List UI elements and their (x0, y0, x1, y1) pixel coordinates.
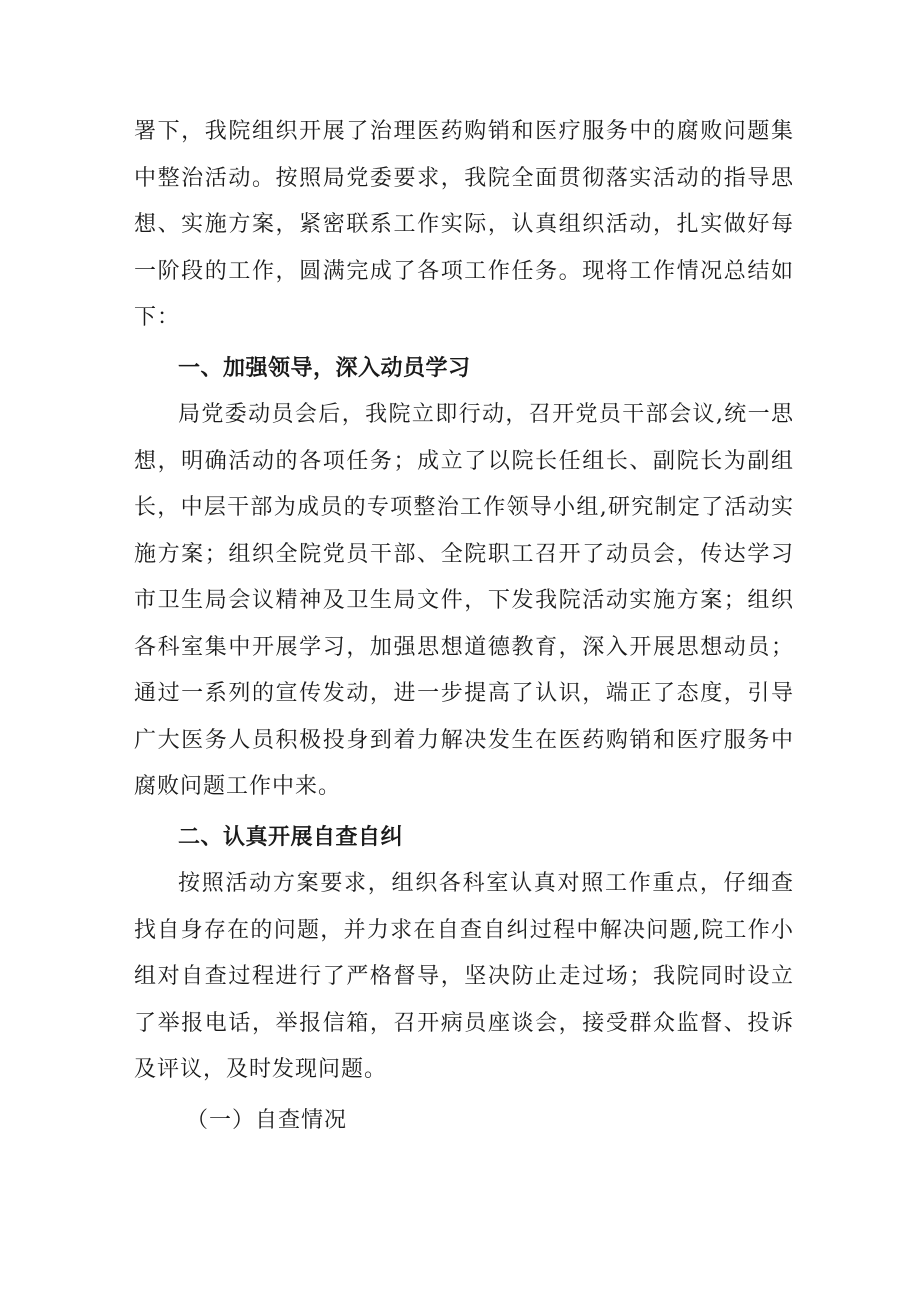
section-1-paragraph: 局党委动员会后，我院立即行动，召开党员干部会议,统一思想，明确活动的各项任务；成立了以院长任组长、副院长为副组长，中层干部为成员的专项整治工作领导小组,研究制定了活动实施方案；组织全院党员干部、全院职工召开了动员会，传达学习市卫生局会议精神及卫生局文件，下发我院活动实施方案；组织各科室集中开展学习，加强思想道德教育，深入开展思想动员；通过一系列的宣传发动，进一步提高了认识，端正了态度，引导广大医务人员积极投身到着力解决发生在医药购销和医疗服务中腐败问题工作中来。 (134, 402, 794, 799)
intro-paragraph: 署下，我院组织开展了治理医药购销和医疗服务中的腐败问题集中整治活动。按照局党委要求，我院全面贯彻落实活动的指导思想、实施方案，紧密联系工作实际，认真组织活动，扎实做好每一阶段的工作，圆满完成了各项工作任务。现将工作情况总结如下： (134, 119, 794, 330)
section-heading-2: 二、认真开展自查自纠 (178, 824, 404, 850)
document-body (134, 109, 794, 1144)
subsection-heading-1: （一）自查情况 (186, 1107, 348, 1133)
section-2-paragraph: 按照活动方案要求，组织各科室认真对照工作重点，仔细查找自身存在的问题，并力求在自查自纠过程中解决问题,院工作小组对自查过程进行了严格督导，坚决防止走过场；我院同时设立了举报电话，举报信箱，召开病员座谈会，接受群众监督、投诉及评议，及时发现问题。 (134, 871, 794, 1082)
section-heading-1: 一、加强领导，深入动员学习 (178, 355, 471, 381)
